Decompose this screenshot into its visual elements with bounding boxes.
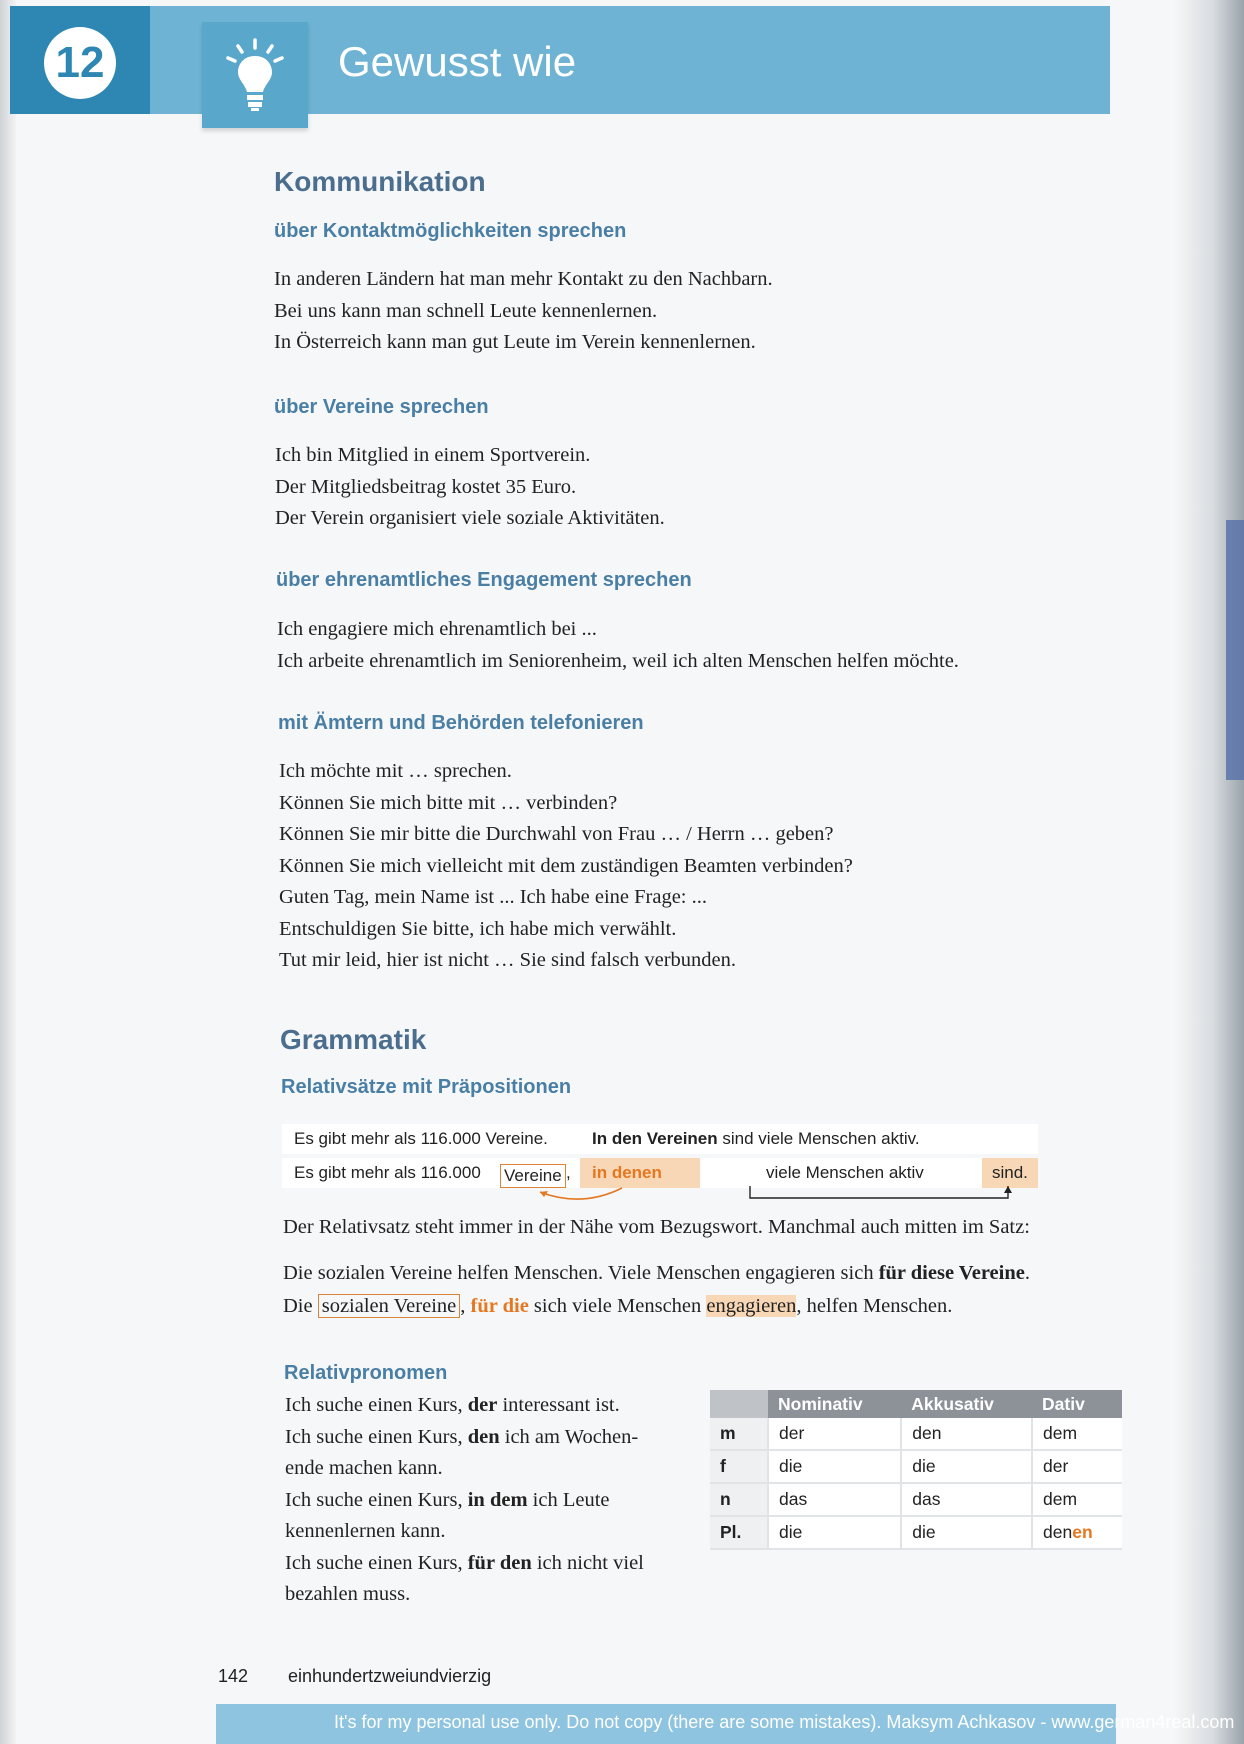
example-preposition: für die — [470, 1295, 529, 1317]
relativpronomen-examples — [285, 1390, 644, 1611]
relative-clause-verb: sind. — [982, 1158, 1038, 1188]
relative-clause-middle: viele Menschen aktiv — [766, 1163, 924, 1182]
phrase: Können Sie mir bitte die Durchwahl von Frau … / Herrn … geben? — [279, 823, 834, 845]
text: ende machen kann. — [285, 1457, 443, 1479]
phrase: In anderen Ländern hat man mehr Kontakt zu den Nachbarn. — [274, 268, 773, 290]
pronoun: für den — [467, 1551, 532, 1574]
lightbulb-badge — [202, 22, 308, 128]
phrase: Der Mitgliedsbeitrag kostet 35 Euro. — [275, 475, 577, 498]
phrase: Guten Tag, mein Name ist ... Ich habe eine Frage: ... — [279, 886, 707, 908]
text: kennenlernen kann. — [285, 1520, 446, 1542]
book-gutter — [1174, 0, 1244, 1744]
table-row — [710, 1418, 1122, 1450]
phrase: Ich arbeite ehrenamtlich im Seniorenheim, weil ich alten Menschen helfen möchte. — [277, 649, 959, 672]
cell: die — [768, 1516, 901, 1549]
example-verb: engagieren — [706, 1295, 797, 1317]
second-clause — [592, 1124, 920, 1154]
text: ich am Wochen- — [499, 1425, 639, 1448]
text: Ich suche einen Kurs, — [285, 1551, 468, 1574]
reference-word-box: Vereine — [500, 1164, 566, 1188]
table-row — [710, 1483, 1122, 1516]
main-clause: Es gibt mehr als 116.000 Vereine. — [294, 1129, 548, 1148]
comma: , — [566, 1163, 571, 1182]
relative-pronoun-table — [710, 1390, 1122, 1550]
cell: die — [901, 1516, 1032, 1549]
cell-dativ-plural — [1032, 1516, 1122, 1549]
dativ-plural-suffix: en — [1072, 1522, 1093, 1542]
cell: der — [768, 1418, 901, 1450]
cell: das — [901, 1483, 1032, 1516]
second-clause-rest: sind viele Menschen aktiv. — [722, 1129, 920, 1148]
main-clause-start: Es gibt mehr als 116.000 — [294, 1163, 481, 1182]
copyright-notice: It's for my personal use only. Do not copy (there are some mistakes). Maksym Achkasov - www.german4real.com — [334, 1712, 1235, 1732]
relative-preposition: in denen — [580, 1158, 700, 1188]
cell: dem — [1032, 1418, 1122, 1450]
phrase: Der Verein organisiert viele soziale Aktivitäten. — [275, 507, 665, 529]
example-sentence-1 — [283, 1262, 1030, 1285]
example-tail: , helfen Menschen. — [796, 1295, 953, 1317]
pronoun: der — [467, 1394, 498, 1416]
pronoun: in dem — [467, 1488, 528, 1511]
subheading-behoerden: mit Ämtern und Behörden telefonieren — [278, 712, 644, 734]
subheading-kontakt: über Kontaktmöglichkeiten sprechen — [274, 220, 627, 242]
text: ich Leute — [527, 1488, 610, 1511]
relative-clause-example-table — [282, 1124, 1038, 1190]
lightbulb-icon — [226, 38, 284, 112]
grammar-note: Der Relativsatz steht immer in der Nähe vom Bezugswort. Manchmal auch mitten im Satz: — [283, 1216, 1030, 1238]
header-akkusativ: Akkusativ — [901, 1390, 1032, 1418]
row-label: Pl. — [710, 1516, 768, 1549]
header-dativ: Dativ — [1032, 1390, 1122, 1418]
page-edge — [0, 0, 16, 1744]
phrase: Bei uns kann man schnell Leute kennenlernen. — [274, 299, 658, 322]
cell: der — [1032, 1450, 1122, 1483]
page-number: 142 — [218, 1666, 249, 1686]
example-middle: sich viele Menschen — [528, 1295, 707, 1317]
section-heading-kommunikation: Kommunikation — [274, 166, 486, 197]
facing-page-edge — [1226, 520, 1244, 780]
phrase: Ich möchte mit … sprechen. — [279, 760, 512, 782]
phrase: Ich bin Mitglied in einem Sportverein. — [275, 444, 591, 466]
text: Ich suche einen Kurs, — [285, 1425, 468, 1448]
cell: dem — [1032, 1483, 1122, 1516]
example-comma: , — [460, 1295, 471, 1317]
example-line — [285, 1548, 644, 1580]
table-row — [710, 1516, 1122, 1549]
example-plain: Die sozialen Vereine helfen Menschen. Viele Menschen engagieren sich — [283, 1262, 879, 1284]
subheading-engagement: über ehrenamtliches Engagement sprechen — [276, 569, 692, 591]
text: Ich suche einen Kurs, — [285, 1394, 468, 1416]
example-line — [285, 1516, 644, 1548]
phrase: In Österreich kann man gut Leute im Verein kennenlernen. — [274, 331, 756, 353]
reference-arrows — [282, 1184, 1038, 1210]
phrase: Entschuldigen Sie bitte, ich habe mich verwählt. — [279, 917, 677, 940]
phrase: Können Sie mich bitte mit … verbinden? — [279, 791, 618, 814]
phrases-kontakt — [274, 264, 773, 359]
text: ich nicht viel — [531, 1551, 644, 1574]
phrase: Ich engagiere mich ehrenamtlich bei ... — [277, 618, 597, 640]
header-nominativ: Nominativ — [768, 1390, 901, 1418]
prep-phrase-bold: In den Vereinen — [592, 1129, 718, 1148]
subheading-relativpronomen: Relativpronomen — [284, 1362, 448, 1384]
text: bezahlen muss. — [285, 1583, 411, 1605]
phrases-engagement — [277, 614, 959, 677]
cell: das — [768, 1483, 901, 1516]
table-header-row — [710, 1390, 1122, 1418]
section-heading-grammatik: Grammatik — [280, 1024, 427, 1055]
table-row — [710, 1450, 1122, 1483]
row-label: n — [710, 1483, 768, 1516]
phrase: Tut mir leid, hier ist nicht … Sie sind falsch verbunden. — [279, 949, 737, 971]
example-sentence-2 — [283, 1294, 952, 1318]
subheading-relativsaetze: Relativsätze mit Präpositionen — [281, 1076, 572, 1098]
example-reference-box: sozialen Vereine — [318, 1294, 461, 1318]
dativ-plural-stem: den — [1043, 1522, 1073, 1542]
page-number-words: einhundertzweiundvierzig — [288, 1666, 492, 1686]
row-label: f — [710, 1450, 768, 1483]
text: interessant ist. — [497, 1394, 620, 1416]
example-bold: für diese Vereine — [878, 1262, 1025, 1284]
example-end: . — [1024, 1262, 1030, 1284]
example-line — [285, 1453, 644, 1485]
example-line — [285, 1390, 644, 1422]
example-row-1 — [282, 1124, 1038, 1154]
example-line — [285, 1422, 644, 1454]
pronoun: den — [467, 1425, 500, 1448]
cell: die — [768, 1450, 901, 1483]
chapter-number: 12 — [44, 27, 116, 99]
header-blank — [710, 1390, 768, 1418]
phrases-behoerden — [279, 756, 853, 977]
example-start: Die — [283, 1295, 318, 1317]
phrases-vereine — [275, 440, 665, 535]
example-line — [285, 1485, 644, 1517]
chapter-title: Gewusst wie — [338, 38, 577, 85]
cell: den — [901, 1418, 1032, 1450]
text: Ich suche einen Kurs, — [285, 1488, 468, 1511]
example-line — [285, 1579, 644, 1611]
row-label: m — [710, 1418, 768, 1450]
phrase: Können Sie mich vielleicht mit dem zuständigen Beamten verbinden? — [279, 854, 853, 877]
subheading-vereine: über Vereine sprechen — [274, 396, 489, 418]
cell: die — [901, 1450, 1032, 1483]
